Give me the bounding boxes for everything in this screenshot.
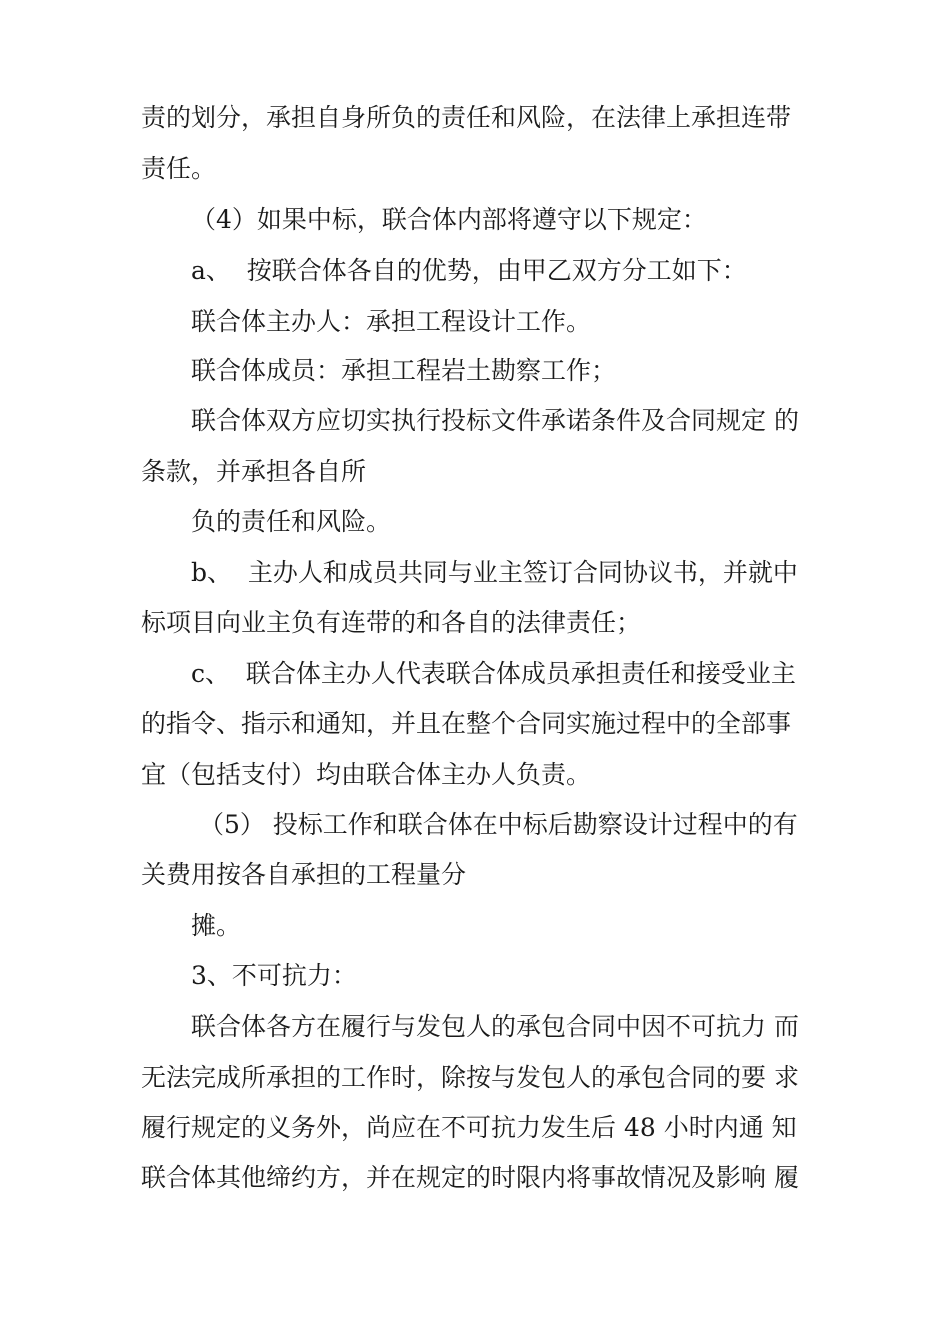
- text-line: 联合体其他缔约方，并在规定的时限内将事故情况及影响 履: [141, 1163, 799, 1192]
- text-line: 无法完成所承担的工作时，除按与发包人的承包合同的要 求: [141, 1063, 799, 1092]
- text-line: c、 联合体主办人代表联合体成员承担责任和接受业主: [191, 659, 796, 688]
- text-line: 责任。: [141, 154, 217, 183]
- text-line: 摊。: [191, 911, 242, 940]
- text-line: 履行规定的义务外，尚应在不可抗力发生后 48 小时内通 知: [141, 1113, 797, 1142]
- section-heading: 3、不可抗力：: [191, 961, 357, 990]
- text-line: 标项目向业主负有连带的和各自的法律责任；: [141, 608, 642, 637]
- text-line: 联合体各方在履行与发包人的承包合同中因不可抗力 而: [191, 1012, 799, 1041]
- text-line: 的指令、指示和通知，并且在整个合同实施过程中的全部事: [141, 709, 792, 738]
- text-line: a、 按联合体各自的优势，由甲乙双方分工如下：: [191, 256, 747, 285]
- text-line: 宜（包括支付）均由联合体主办人负责。: [141, 760, 592, 789]
- text-line: 条款，并承担各自所: [141, 457, 367, 486]
- text-line: 联合体主办人：承担工程设计工作。: [191, 307, 592, 336]
- text-line: 责的划分，承担自身所负的责任和风险，在法律上承担连带: [141, 103, 792, 132]
- text-line: （4）如果中标，联合体内部将遵守以下规定：: [191, 205, 707, 234]
- text-line: 联合体双方应切实执行投标文件承诺条件及合同规定 的: [191, 406, 799, 435]
- text-line: 关费用按各自承担的工程量分: [141, 860, 467, 889]
- text-line: 负的责任和风险。: [191, 507, 392, 536]
- text-line: b、 主办人和成员共同与业主签订合同协议书，并就中: [191, 558, 798, 587]
- text-line: 联合体成员：承担工程岩土勘察工作；: [191, 356, 617, 385]
- text-line: （5） 投标工作和联合体在中标后勘察设计过程中的有: [191, 810, 798, 839]
